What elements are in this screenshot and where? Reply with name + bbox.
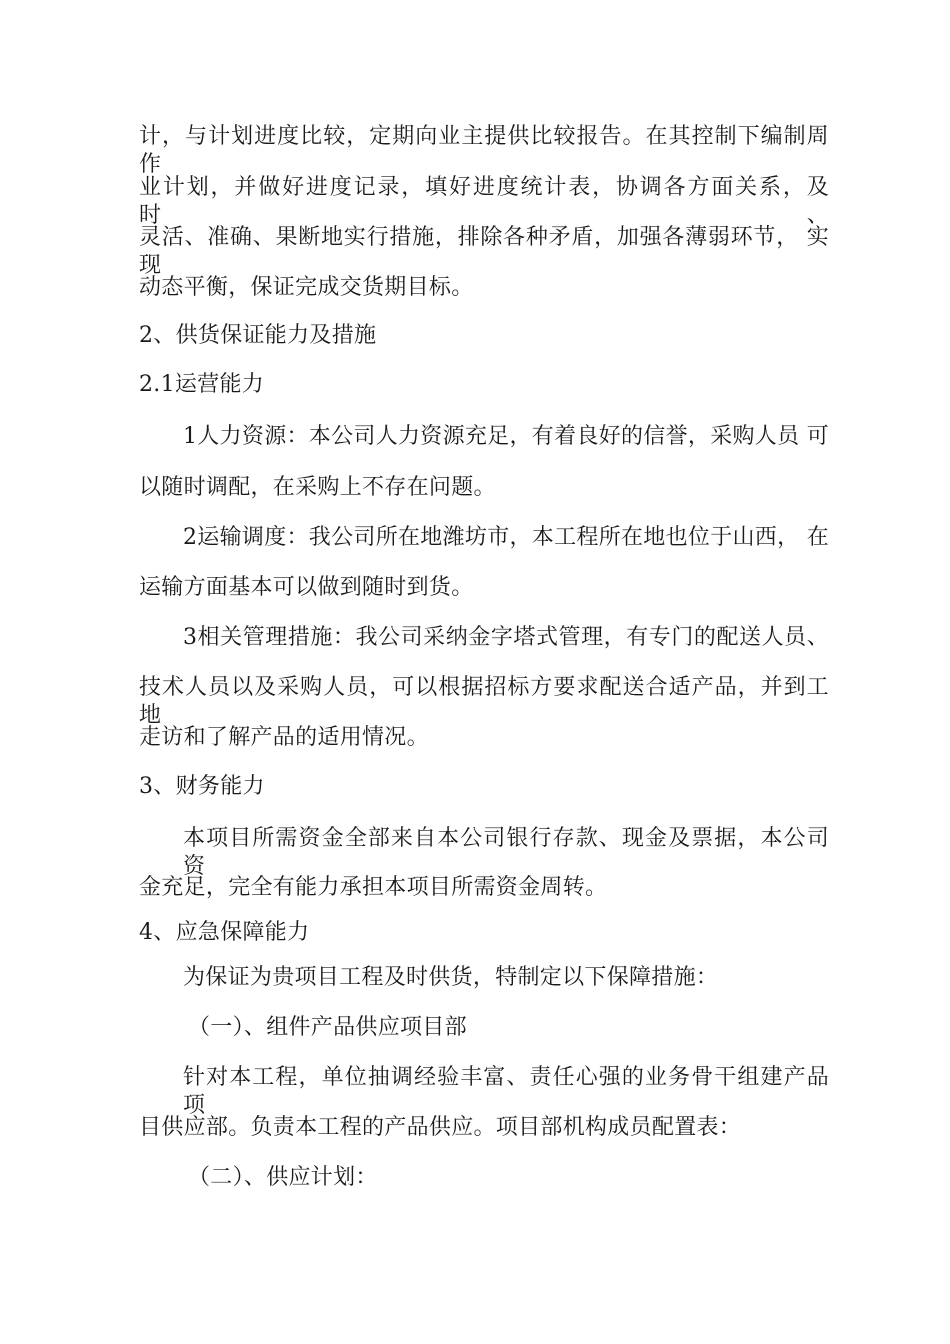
subsection-heading: 2.1运营能力 — [139, 372, 265, 397]
text-line: 本项目所需资金全部来自本公司银行存款、现金及票据，本公司 资 — [183, 826, 829, 879]
text-line: 3相关管理措施：我公司采纳金字塔式管理，有专门的配送人员、 — [183, 625, 829, 650]
section-heading: 2、供货保证能力及措施 — [139, 323, 377, 348]
text-line: 1人力资源：本公司人力资源充足，有着良好的信誉，采购人员 可 — [183, 424, 829, 449]
text-line: 技术人员以及采购人员，可以根据招标方要求配送合适产品，并到工 地 — [139, 675, 829, 728]
section-heading: 4、应急保障能力 — [139, 920, 310, 945]
section-heading: 3、财务能力 — [139, 774, 265, 799]
text-line: 针对本工程，单位抽调经验丰富、责任心强的业务骨干组建产品 项 — [183, 1065, 829, 1118]
text-line: 走访和了解产品的适用情况。 — [139, 725, 429, 750]
text-line: 业计划，并做好进度记录，填好进度统计表，协调各方面关系，及 时、 — [139, 175, 829, 228]
text-line: 目供应部。负责本工程的产品供应。项目部机构成员配置表： — [139, 1115, 742, 1140]
list-heading: （二）、供应计划： — [188, 1165, 378, 1190]
text-line: 以随时调配，在采购上不存在问题。 — [139, 475, 496, 500]
list-heading: （一）、组件产品供应项目部 — [188, 1015, 467, 1040]
text-line: 为保证为贵项目工程及时供货，特制定以下保障措施： — [183, 965, 719, 990]
text-line: 计，与计划进度比较，定期向业主提供比较报告。在其控制下编制周 作 — [139, 124, 829, 177]
text-line: 灵活、准确、果断地实行措施，排除各种矛盾，加强各薄弱环节， 实现 — [139, 225, 829, 278]
text-line: 动态平衡，保证完成交货期目标。 — [139, 275, 474, 300]
text-line: 2运输调度：我公司所在地潍坊市，本工程所在地也位于山西， 在 — [183, 525, 829, 550]
text-line: 运输方面基本可以做到随时到货。 — [139, 575, 474, 600]
text-line: 金充足，完全有能力承担本项目所需资金周转。 — [139, 875, 608, 900]
